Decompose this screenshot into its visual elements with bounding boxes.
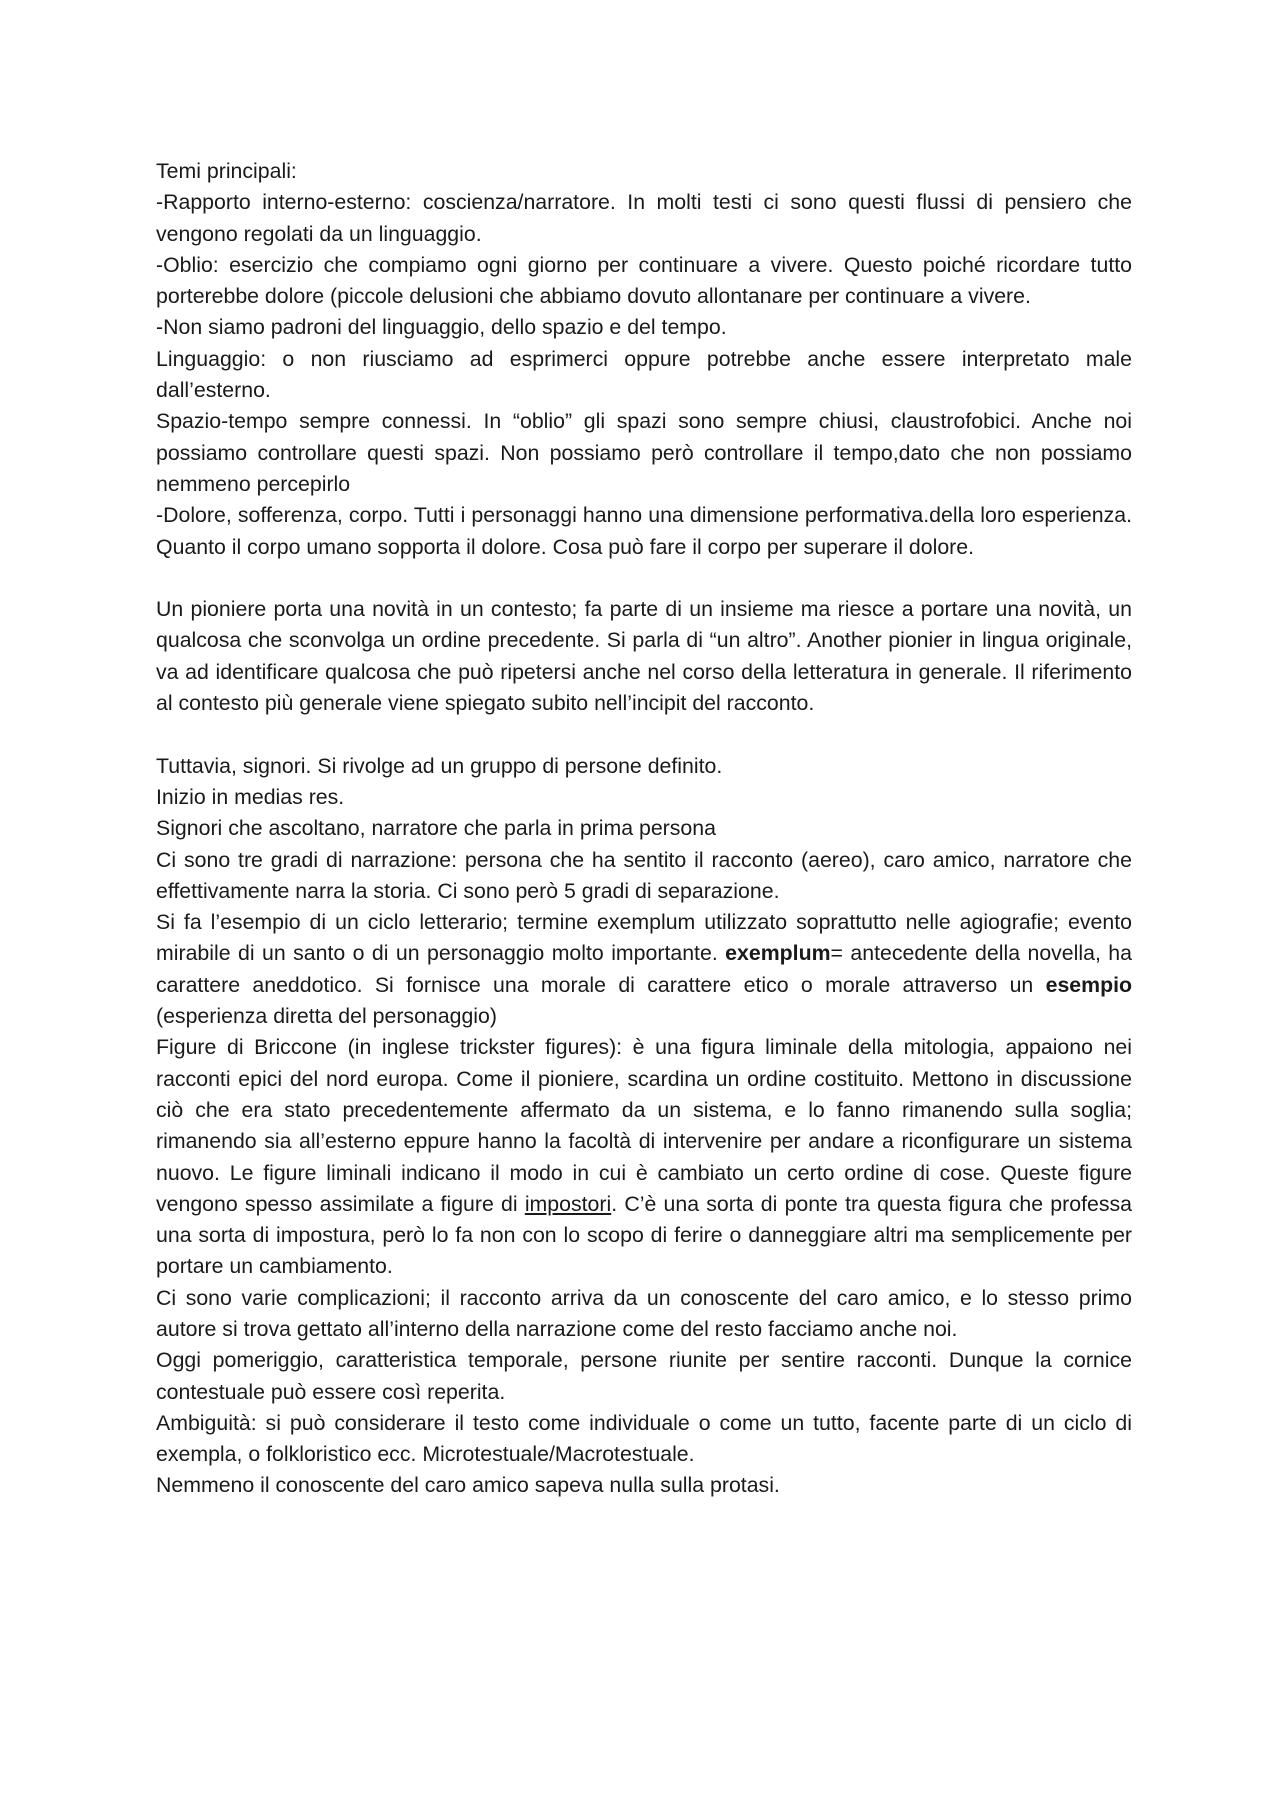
exemplum-term-bold: exemplum [725, 941, 831, 966]
exemplum-text-c: = antecedente della novella, ha carattere aneddotico. Si fornisce una morale di carattere etico o morale attraverso un [156, 941, 1132, 997]
exemplum-text-a: Si fa l’esempio di un ciclo letterario; termine exemplum utilizzato soprattutto nelle agiografie; evento mirabile di un santo o di un personaggio molto importante. [156, 910, 1132, 966]
paragraph-spazio-tempo: Spazio-tempo sempre connessi. In “oblio” gli spazi sono sempre chiusi, claustrofobici. Anche noi possiamo controllare questi spazi. Non possiamo però controllare il tempo,dato che non possiamo nemmeno percepirlo [156, 409, 1132, 496]
paragraph-protasi: Nemmeno il conoscente del caro amico sapeva nulla sulla protasi. [156, 1473, 780, 1498]
paragraph-dolore: -Dolore, sofferenza, corpo. Tutti i personaggi hanno una dimensione performativa.della loro esperienza. Quanto il corpo umano sopporta il dolore. Cosa può fare il corpo per superare il dolore. [156, 503, 1132, 559]
briccone-text-c: . C’è una sorta di ponte tra questa figura che professa una sorta di impostura, però lo fa non con lo scopo di ferire o danneggiare altri ma semplicemente per portare un cambiamento. [156, 1191, 1132, 1279]
paragraph-pioniere: Un pioniere porta una novità in un contesto; fa parte di un insieme ma riesce a portare una novità, un qualcosa che sconvolga un ordine precedente. Si parla di “un altro”. Another pionier in lingua originale, va ad identificare qualcosa che può ripetersi anche nel corso della letteratura in generale. Il riferimento al contesto più generale viene spiegato subito nell’incipit del racconto. [156, 597, 1132, 716]
paragraph-gradi-narrazione: Ci sono tre gradi di narrazione: persona che ha sentito il racconto (aereo), caro amico, narratore che effettivamente narra la storia. Ci sono però 5 gradi di separazione. [156, 847, 1132, 903]
exemplum-text-e: (esperienza diretta del personaggio) [156, 1004, 497, 1029]
paragraph-exemplum [156, 907, 1132, 1032]
paragraph-ambiguita: Ambiguità: si può considerare il testo come individuale o come un tutto, facente parte di un ciclo di exempla, o folkloristico ecc. Microtestuale/Macrotestuale. [156, 1410, 1132, 1467]
paragraph-briccone [156, 1032, 1132, 1282]
paragraph-oblio: -Oblio: esercizio che compiamo ogni giorno per continuare a vivere. Questo poiché ricordare tutto porterebbe dolore (piccole delusioni che abbiamo dovuto allontanare per continuare a vivere. [156, 252, 1132, 309]
paragraph-pomeriggio: Oggi pomeriggio, caratteristica temporale, persone riunite per sentire racconti. Dunque la cornice contestuale può essere così reperita. [156, 1348, 1132, 1404]
document-page [156, 156, 1132, 1502]
esempio-term-bold: esempio [1045, 972, 1132, 997]
paragraph-padroni: -Non siamo padroni del linguaggio, dello spazio e del tempo. [156, 315, 727, 340]
briccone-text-a: Figure di Briccone (in inglese trickster figures): è una figura liminale della mitologia, appaiono nei racconti epici del nord europa. Come il pioniere, scardina un ordine costituito. Mettono in discussione ciò che era stato precedentemente affermato da un sistema, e lo fanno rimanendo sulla soglia; rimanendo sia all’esterno eppure hanno la facoltà di intervenire per andare a riconfigurare un sistema nuovo. Le figure liminali indicano il modo in cui è cambiato un certo ordine di cose. Queste figure vengono spesso assimilate a figure di [156, 1035, 1132, 1216]
paragraph-rapporto: -Rapporto interno-esterno: coscienza/narratore. In molti testi ci sono questi flussi di pensiero che vengono regolati da un linguaggio. [156, 190, 1132, 246]
paragraph-tuttavia: Tuttavia, signori. Si rivolge ad un gruppo di persone definito. [156, 753, 723, 778]
paragraph-linguaggio: Linguaggio: o non riusciamo ad esprimerci oppure potrebbe anche essere interpretato male dall’esterno. [156, 346, 1132, 403]
paragraph-signori: Signori che ascoltano, narratore che parla in prima persona [156, 816, 716, 841]
impostori-underlined: impostori [524, 1191, 612, 1216]
paragraph-gap [156, 719, 1132, 750]
paragraph-complicazioni: Ci sono varie complicazioni; il racconto arriva da un conoscente del caro amico, e lo stesso primo autore si trova gettato all’interno della narrazione come del resto facciamo anche noi. [156, 1285, 1132, 1341]
heading-temi-principali: Temi principali: [156, 159, 297, 183]
paragraph-medias-res: Inizio in medias res. [156, 784, 345, 809]
paragraph-gap [156, 563, 1132, 594]
